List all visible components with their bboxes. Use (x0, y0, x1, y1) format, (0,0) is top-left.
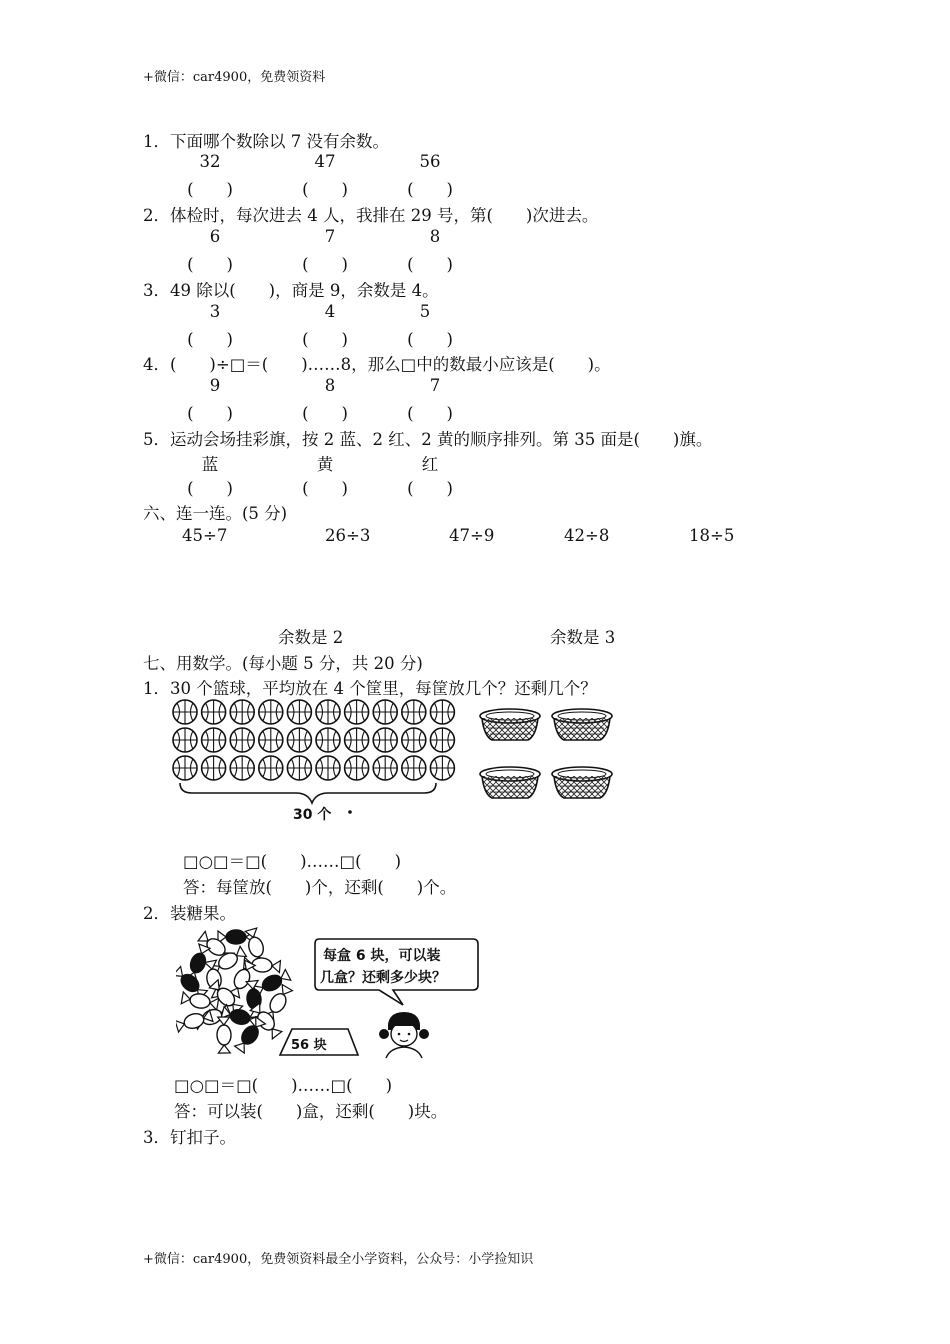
basketball-icon (430, 700, 454, 724)
q4-bracket-a[interactable]: ( ) (187, 404, 233, 423)
q2-bracket-b[interactable]: ( ) (302, 255, 348, 274)
question-5: 5．运动会场挂彩旗，按 2 蓝、2 红、2 黄的顺序排列。第 35 面是( )旗。 (143, 430, 713, 449)
candy-count-sign: 56 块 (291, 1038, 327, 1053)
basketball-icon (173, 700, 197, 724)
question-1: 1．下面哪个数除以 7 没有余数。 (143, 132, 389, 151)
basketball-icon (259, 728, 283, 752)
balls-count-label: 30 个 (293, 807, 332, 823)
dot-mark (348, 810, 352, 814)
q1-option-a: 32 (199, 152, 221, 171)
basketball-icon (373, 728, 397, 752)
problem-1-answer[interactable]: 答：每筐放( )个，还剩( )个。 (183, 878, 457, 897)
basketball-icon (402, 700, 426, 724)
match-target-remainder-2[interactable]: 余数是 2 (278, 628, 344, 647)
q2-bracket-a[interactable]: ( ) (187, 255, 233, 274)
q5-bracket-b[interactable]: ( ) (302, 479, 348, 498)
section-6-title: 六、连一连。(5 分) (143, 504, 288, 523)
basketball-icon (430, 756, 454, 780)
section-7-title: 七、用数学。(每小题 5 分，共 20 分) (143, 654, 423, 673)
q3-bracket-a[interactable]: ( ) (187, 330, 233, 349)
basketball-icon (316, 756, 340, 780)
problem-1-formula[interactable]: □○□＝□( )……□( ) (183, 852, 402, 871)
q5-bracket-a[interactable]: ( ) (187, 479, 233, 498)
basketball-icon (287, 700, 311, 724)
match-target-remainder-3[interactable]: 余数是 3 (550, 628, 616, 647)
q1-option-b: 47 (314, 152, 336, 171)
q4-option-b: 8 (324, 376, 336, 395)
question-4: 4．( )÷□＝( )……8，那么□中的数最小应该是( )。 (143, 355, 611, 374)
basketball-icon (402, 728, 426, 752)
q4-option-c: 7 (429, 376, 441, 395)
basketball-icon (173, 728, 197, 752)
basketball-icon (373, 700, 397, 724)
basket-1 (480, 709, 540, 740)
page-footer: +微信：car4900，免费领资料最全小学资料，公众号：小学捡知识 (143, 1252, 534, 1267)
basketball-icon (230, 700, 254, 724)
basket-2 (552, 709, 612, 740)
q3-bracket-c[interactable]: ( ) (407, 330, 453, 349)
basketball-icon (430, 728, 454, 752)
q2-bracket-c[interactable]: ( ) (407, 255, 453, 274)
problem-1-text: 1．30 个篮球，平均放在 4 个筐里，每筐放几个？还剩几个？ (143, 679, 597, 698)
problem-3-text: 3．钉扣子。 (143, 1128, 236, 1147)
q1-bracket-b[interactable]: ( ) (302, 180, 348, 199)
match-expression-4[interactable]: 42÷8 (564, 526, 610, 545)
q3-option-a: 3 (209, 302, 221, 321)
match-expression-1[interactable]: 45÷7 (182, 526, 228, 545)
girl-icon (376, 1010, 432, 1060)
basketball-icon (202, 728, 226, 752)
q5-option-a: 蓝 (201, 455, 219, 474)
basketball-icon (230, 756, 254, 780)
basketball-icon (287, 728, 311, 752)
q2-option-c: 8 (429, 227, 441, 246)
baskets-illustration (476, 700, 626, 810)
problem-2-text: 2．装糖果。 (143, 904, 236, 923)
question-3: 3．49 除以( )，商是 9，余数是 4。 (143, 281, 439, 300)
q3-bracket-b[interactable]: ( ) (302, 330, 348, 349)
match-expression-2[interactable]: 26÷3 (325, 526, 371, 545)
basketball-icon (373, 756, 397, 780)
q1-option-c: 56 (419, 152, 441, 171)
basket-4 (552, 767, 612, 798)
q4-option-a: 9 (209, 376, 221, 395)
page-header: +微信：car4900，免费领资料 (143, 70, 326, 85)
curly-brace (180, 783, 436, 803)
basketball-icon (316, 728, 340, 752)
basketball-icon (316, 700, 340, 724)
q1-bracket-c[interactable]: ( ) (407, 180, 453, 199)
match-expression-5[interactable]: 18÷5 (689, 526, 735, 545)
basketball-icon (230, 728, 254, 752)
basketball-icon (345, 700, 369, 724)
q5-bracket-c[interactable]: ( ) (407, 479, 453, 498)
basketball-icon (345, 728, 369, 752)
q2-option-a: 6 (209, 227, 221, 246)
candy-icon (217, 1017, 232, 1053)
q4-bracket-b[interactable]: ( ) (302, 404, 348, 423)
q5-option-c: 红 (421, 455, 439, 474)
q4-bracket-c[interactable]: ( ) (407, 404, 453, 423)
q2-option-b: 7 (324, 227, 336, 246)
basketball-icon (287, 756, 311, 780)
problem-2-formula[interactable]: □○□＝□( )……□( ) (174, 1076, 393, 1095)
q1-bracket-a[interactable]: ( ) (187, 180, 233, 199)
basketball-icon (259, 700, 283, 724)
problem-2-answer[interactable]: 答：可以装( )盒，还剩( )块。 (174, 1102, 448, 1121)
speech-bubble-line-2: 几盒？还剩多少块？ (320, 970, 446, 986)
basketball-icon (259, 756, 283, 780)
basket-3 (480, 767, 540, 798)
basketball-icon (202, 756, 226, 780)
basketball-icon (345, 756, 369, 780)
q3-option-c: 5 (419, 302, 431, 321)
q5-option-b: 黄 (316, 455, 334, 474)
q3-option-b: 4 (324, 302, 336, 321)
basketball-icon (402, 756, 426, 780)
match-expression-3[interactable]: 47÷9 (449, 526, 495, 545)
basketball-icon (173, 756, 197, 780)
basketball-icon (202, 700, 226, 724)
question-2: 2．体检时，每次进去 4 人，我排在 29 号，第( )次进去。 (143, 206, 599, 225)
speech-bubble-line-1: 每盒 6 块，可以装 (323, 948, 441, 964)
